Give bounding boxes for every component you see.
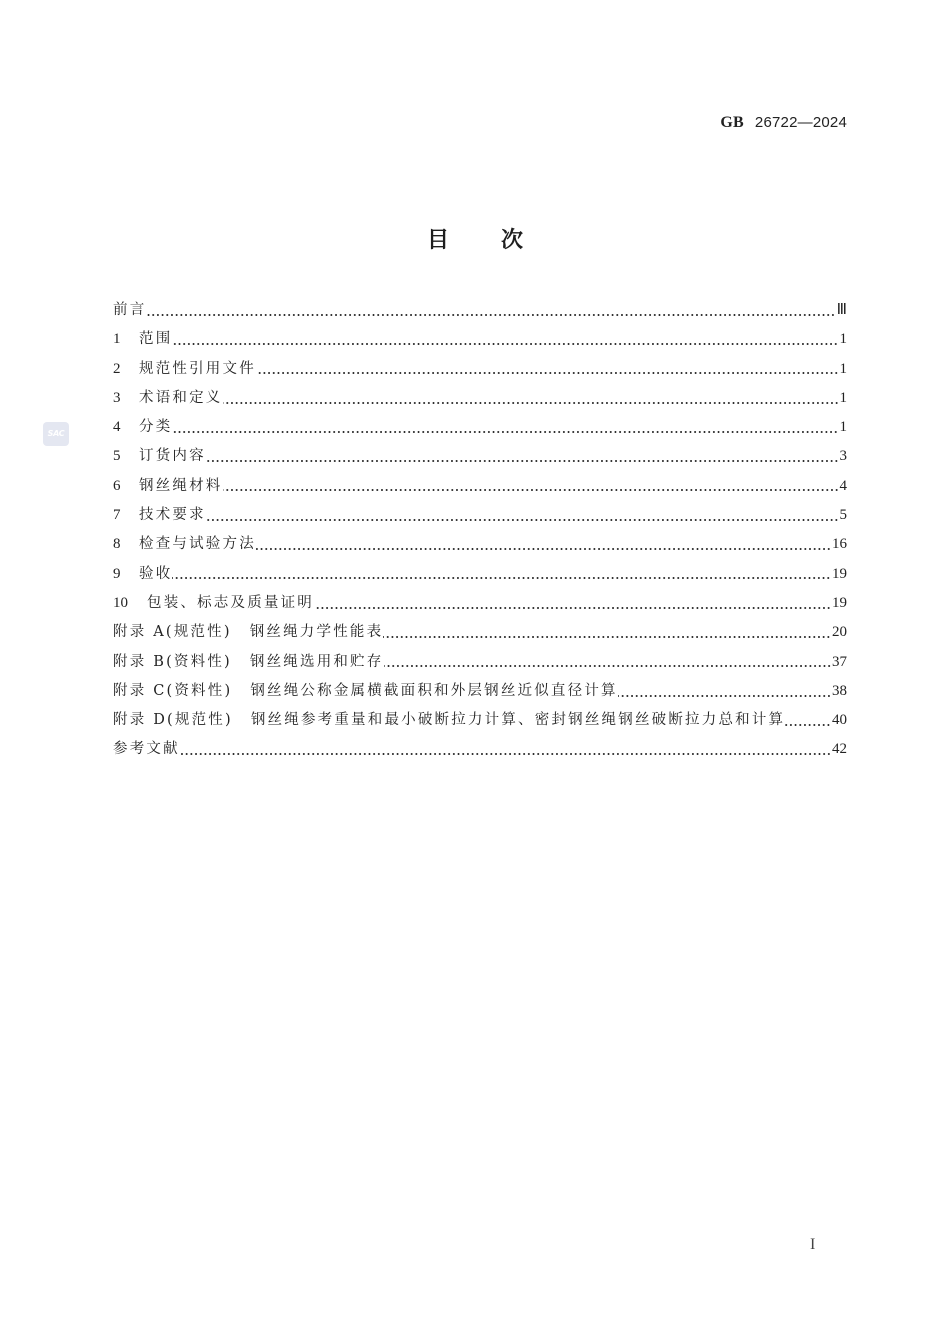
toc-annex-label: 附录 B(资料性) (113, 653, 232, 670)
toc-label: 术语和定义 (139, 389, 223, 406)
toc-number: 10 (113, 594, 128, 611)
toc-number: 2 (113, 360, 121, 377)
dot-leader (180, 749, 831, 759)
toc-page: 1 (839, 389, 847, 406)
dot-leader (256, 368, 839, 378)
standard-number: 26722—2024 (754, 114, 847, 131)
toc-entry-10[interactable] (113, 592, 847, 621)
toc-entry-annex-a[interactable] (113, 621, 847, 650)
toc-entry-2[interactable] (113, 358, 847, 387)
toc-number: 4 (113, 419, 121, 436)
toc-page: 1 (839, 360, 847, 377)
toc-entry-9[interactable] (113, 563, 847, 592)
toc-page: 19 (832, 565, 847, 582)
standard-prefix: GB (720, 114, 744, 131)
sac-logo-icon: SAC (43, 422, 69, 446)
title-char-1: 目 (426, 228, 449, 253)
toc-page: Ⅲ (836, 302, 847, 318)
toc-number: 6 (113, 477, 121, 494)
title-char-2: 次 (501, 228, 524, 253)
toc-annex-title: 钢丝绳参考重量和最小破断拉力计算、密封钢丝绳钢丝破断拉力总和计算 (250, 712, 786, 729)
toc-page: 16 (832, 536, 847, 553)
toc-page: 20 (832, 624, 847, 641)
toc-annex-label: 附录 C(资料性) (113, 682, 233, 699)
dot-leader (383, 632, 831, 642)
toc-label: 分类 (139, 419, 173, 436)
toc-label: 参考文献 (113, 741, 180, 758)
toc-page: 5 (839, 507, 847, 524)
toc-entry-7[interactable] (113, 504, 847, 533)
toc-page: 42 (832, 741, 847, 758)
standard-code (720, 113, 847, 132)
toc-number: 9 (113, 565, 121, 582)
toc-number: 1 (113, 331, 121, 348)
toc-number: 5 (113, 448, 121, 465)
toc-annex-label: 附录 A(规范性) (113, 624, 232, 641)
dot-leader (618, 691, 831, 701)
dot-leader (256, 544, 831, 554)
page-title (0, 223, 950, 254)
toc-label: 前言 (113, 302, 147, 318)
toc-entry-3[interactable] (113, 387, 847, 416)
page-number: I (810, 1236, 816, 1253)
toc-page: 37 (832, 653, 847, 670)
dot-leader (206, 456, 839, 466)
toc-annex-title: 钢丝绳选用和贮存 (249, 653, 384, 670)
toc-label: 钢丝绳材料 (139, 477, 223, 494)
dot-leader (206, 515, 839, 525)
toc-page: 38 (832, 682, 847, 699)
toc-number: 3 (113, 389, 121, 406)
toc-page: 4 (839, 477, 847, 494)
toc-label: 技术要求 (139, 507, 206, 524)
dot-leader (172, 339, 838, 349)
toc-number: 8 (113, 536, 121, 553)
dot-leader (384, 661, 832, 671)
toc-entry-annex-b[interactable] (113, 651, 847, 680)
dot-leader (314, 603, 831, 613)
dot-leader (223, 398, 839, 408)
toc-annex-label: 附录 D(规范性) (113, 712, 233, 729)
toc-entry-foreword[interactable] (113, 299, 847, 328)
dot-leader (172, 573, 831, 583)
toc-page: 19 (832, 594, 847, 611)
toc-annex-title: 钢丝绳公称金属横截面积和外层钢丝近似直径计算 (250, 682, 618, 699)
toc-entry-annex-d[interactable] (113, 709, 847, 738)
toc-entry-annex-c[interactable] (113, 680, 847, 709)
toc-label: 检查与试验方法 (139, 536, 256, 553)
toc-entry-8[interactable] (113, 533, 847, 562)
toc-page: 1 (839, 331, 847, 348)
dot-leader (146, 310, 835, 320)
toc-entry-5[interactable] (113, 445, 847, 474)
toc-page: 1 (839, 419, 847, 436)
toc-number: 7 (113, 507, 121, 524)
toc-entry-4[interactable] (113, 416, 847, 445)
toc-label: 规范性引用文件 (139, 360, 256, 377)
dot-leader (172, 427, 838, 437)
toc-label: 订货内容 (139, 448, 206, 465)
toc-entry-bibliography[interactable] (113, 738, 847, 767)
toc-entry-6[interactable] (113, 475, 847, 504)
dot-leader (785, 720, 831, 730)
toc-annex-title: 钢丝绳力学性能表 (249, 624, 384, 641)
toc-label: 验收 (139, 565, 173, 582)
table-of-contents (113, 299, 847, 768)
toc-page: 3 (839, 448, 847, 465)
toc-entry-1[interactable] (113, 328, 847, 357)
toc-label: 包装、标志及质量证明 (147, 594, 314, 611)
toc-page: 40 (832, 712, 847, 729)
dot-leader (223, 485, 839, 495)
toc-label: 范围 (139, 331, 173, 348)
